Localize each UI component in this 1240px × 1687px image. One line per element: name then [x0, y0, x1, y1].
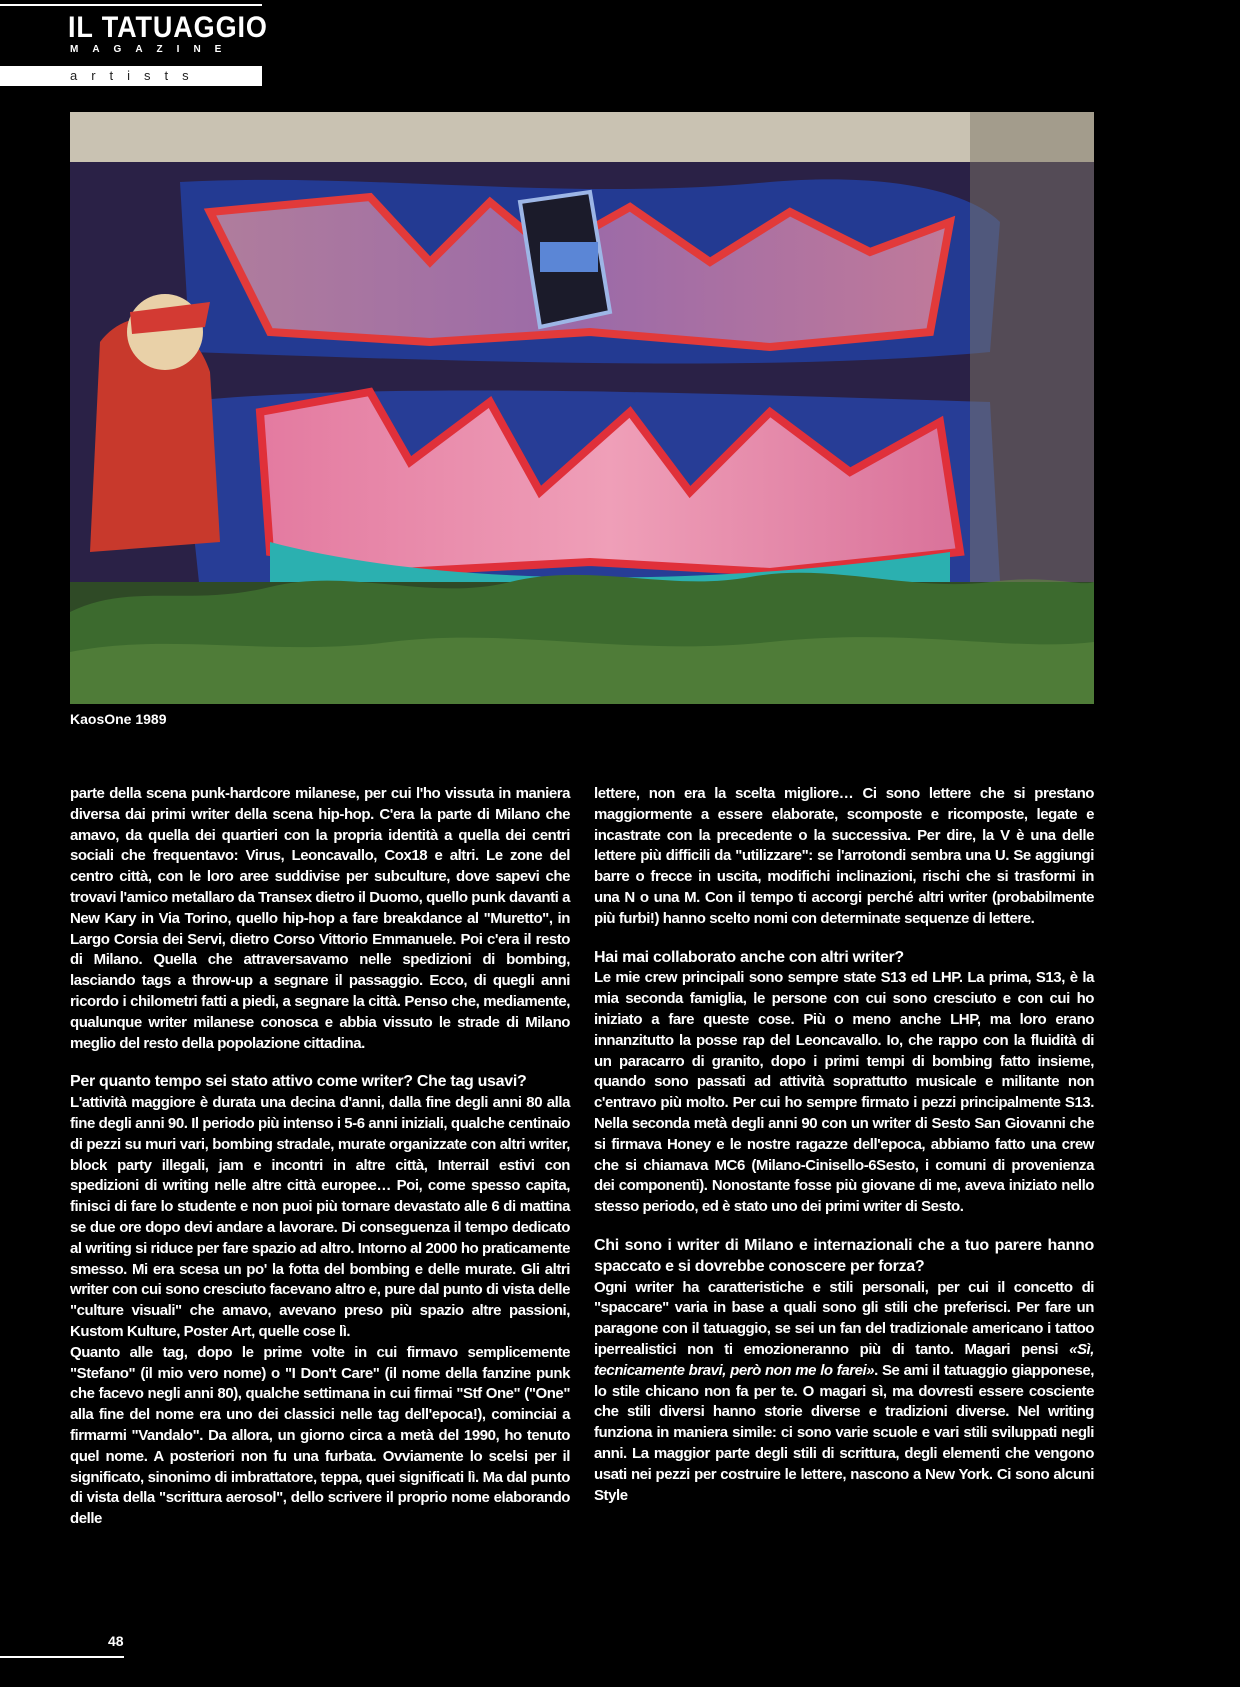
answer-text: . Se ami il tatuaggio giapponese, lo stile chicano non fa per te. O magari sì, ma dovresti essere cosciente che stili diversi hanno storie diverse e tradizioni diverse. Nel writing funziona in maniera simile: ci sono varie scuole e vari stili sviluppati negli anni. La maggior parte degli stili di scrittura, degli elementi che vengono usati nei pezzi per costruire le lettere, nascono a New York. Ci sono alcuni Style — [594, 1361, 1094, 1504]
answer-text: Ogni writer ha caratteristiche e stili personali, per cui il concetto di "spaccare" varia in base a quali sono gli stili che preferisci. Per fare un paragone con il tatuaggio, se sei un fan del tradizionale americano i tattoo iperrealistici non ti emozioneranno più di tanto. Magari pensi — [594, 1278, 1094, 1358]
section-label: artists — [70, 68, 203, 83]
section-bar — [0, 66, 262, 86]
masthead-top-rule — [0, 4, 262, 6]
page-number: 48 — [108, 1633, 124, 1649]
right-column — [594, 784, 1094, 1506]
paragraph: Quanto alle tag, dopo le prime volte in cui firmavo semplicemente "Stefano" (il mio vero nome) o "I Don't Care" (il nome della fanzine punk che facevo negli anni 80), qualche settimana in cui firmai "Stf One" ("One" alla fine del nome era uno dei classici nelle tag dell'epoca!), cominciai a firmarmi "Vandalo". Da allora, un giorno circa a metà del 1990, ho tenuto quel nome. A posteriori non fu una furbata. Ovviamente lo scelsi per il significato, sinonimo di imbrattatore, teppa, quei significati lì. Ma dal punto di vista della "scrittura aerosol", dello scrivere il proprio nome elaborando delle — [70, 1343, 570, 1528]
paragraph: Le mie crew principali sono sempre state S13 ed LHP. La prima, S13, è la mia seconda famiglia, le persone con cui sono cresciuto e con cui ho iniziato a fare queste cose. Più o meno anche LHP, ma loro erano innanzitutto la posse rap del Leoncavallo. Io, che rappo con la fluidità di un paracarro di granito, dopo i primi tempi di bombing fatto insieme, quando sono passati ad attività soprattutto musicale e militante non c'entravo più molto. Per cui ho sempre firmato i pezzi principalmente S13. Nella seconda metà degli anni 90 con un writer di Sesto San Giovanni che si firmava Honey e le nostre ragazze dell'epoca, abbiamo fatto una crew che si chiamava MC6 (Milano-Cinisello-6Sesto, i comuni di provenienza dei componenti). Nonostante fosse più giovane di me, aveva iniziato nello stesso periodo, ed è stato uno dei primi writer di Sesto. — [594, 969, 1094, 1216]
photo-caption: KaosOne 1989 — [70, 711, 167, 727]
interview-question: Per quanto tempo sei stato attivo come writer? Che tag usavi? — [70, 1073, 527, 1091]
footer-rule — [0, 1656, 124, 1658]
paragraph — [594, 1278, 1094, 1507]
masthead — [0, 0, 268, 88]
graffiti-illustration — [70, 112, 1094, 704]
quoted-thought: «Sì, tecnicamente bravi, però non me lo farei» — [594, 1340, 1094, 1379]
paragraph: L'attività maggiore è durata una decina d'anni, dalla fine degli anni 80 alla fine degli anni 90. Il periodo più intenso i 5-6 anni iniziali, qualche centinaio di pezzi su muri vari, bombing stradale, murate organizzate con altri writer, block party illegali, jam e incontri in altre città, Interrail estivi con spedizioni di writing nelle altre città europee… Poi, come spesso capita, finisci di fare lo studente e non puoi più tornare devastato alle 6 di mattina se due ore dopo devi andare a lavorare. Di conseguenza il tempo dedicato al writing si riduce per fare spazio ad altro. Intorno al 2000 ho praticamente smesso. Mi era scesa un po' la fotta del bombing e delle murate. Gli altri writer con cui sono cresciuto facevano altro e, pure dal punto di vista delle "culture visuali" che amavo, avevano preso più spazio altre passioni, Kustom Kulture, Poster Art, quelle cose lì. — [70, 1094, 570, 1340]
paragraph: parte della scena punk-hardcore milanese, per cui l'ho vissuta in maniera diversa dai primi writer della scena hip-hop. C'era la parte di Milano che amavo, da quella dei quartieri con la propria identità a quella dei centri sociali che frequentavo: Virus, Leoncavallo, Cox18 e altri. Le zone del centro città, con le loro aree suddivise per subculture, dove sapevi che trovavi l'amico metallaro da Transex dietro il Duomo, quello punk davanti a New Kary in Via Torino, quello hip-hop a fare breakdance al "Muretto", in Largo Corsia dei Servi, dietro Corso Vittorio Emmanuele. Poi c'era il resto di Milano. Quella che attraversavamo nelle spedizioni di bombing, lasciando tags a throw-up a segnare il passaggio. Ecco, di quegli anni ricordo i chilometri fatti a piedi, a segnare la città. Penso che, mediamente, qualunque writer milanese conosca e abbia vissuto le strade di Milano meglio del resto della popolazione cittadina. — [70, 785, 570, 1052]
magazine-title: IL TATUAGGIO — [68, 11, 268, 44]
interview-question: Chi sono i writer di Milano e internazionali che a tuo parere hanno spaccato e si dovrebbe conoscere per forza? — [594, 1236, 1094, 1275]
graffiti-photo — [70, 112, 1094, 704]
paragraph: lettere, non era la scelta migliore… Ci sono lettere che si prestano maggiormente a essere elaborate, scomposte e ricomposte, legate e incastrate con la precedente o la successiva. Per dire, la V è una delle lettere più difficili da "utilizzare": se l'arrotondi sembra una U. Se aggiungi barre o frecce in uscita, modifichi inclinazioni, rischi che si trasformi in una N o una M. Con il tempo ti accorgi perché altri writer (probabilmente più furbi!) hanno scelto nomi con determinate sequenze di lettere. — [594, 785, 1094, 927]
left-column — [70, 784, 570, 1530]
interview-question: Hai mai collaborato anche con altri writer? — [594, 948, 904, 966]
magazine-subtitle: MAGAZINE — [70, 44, 236, 55]
